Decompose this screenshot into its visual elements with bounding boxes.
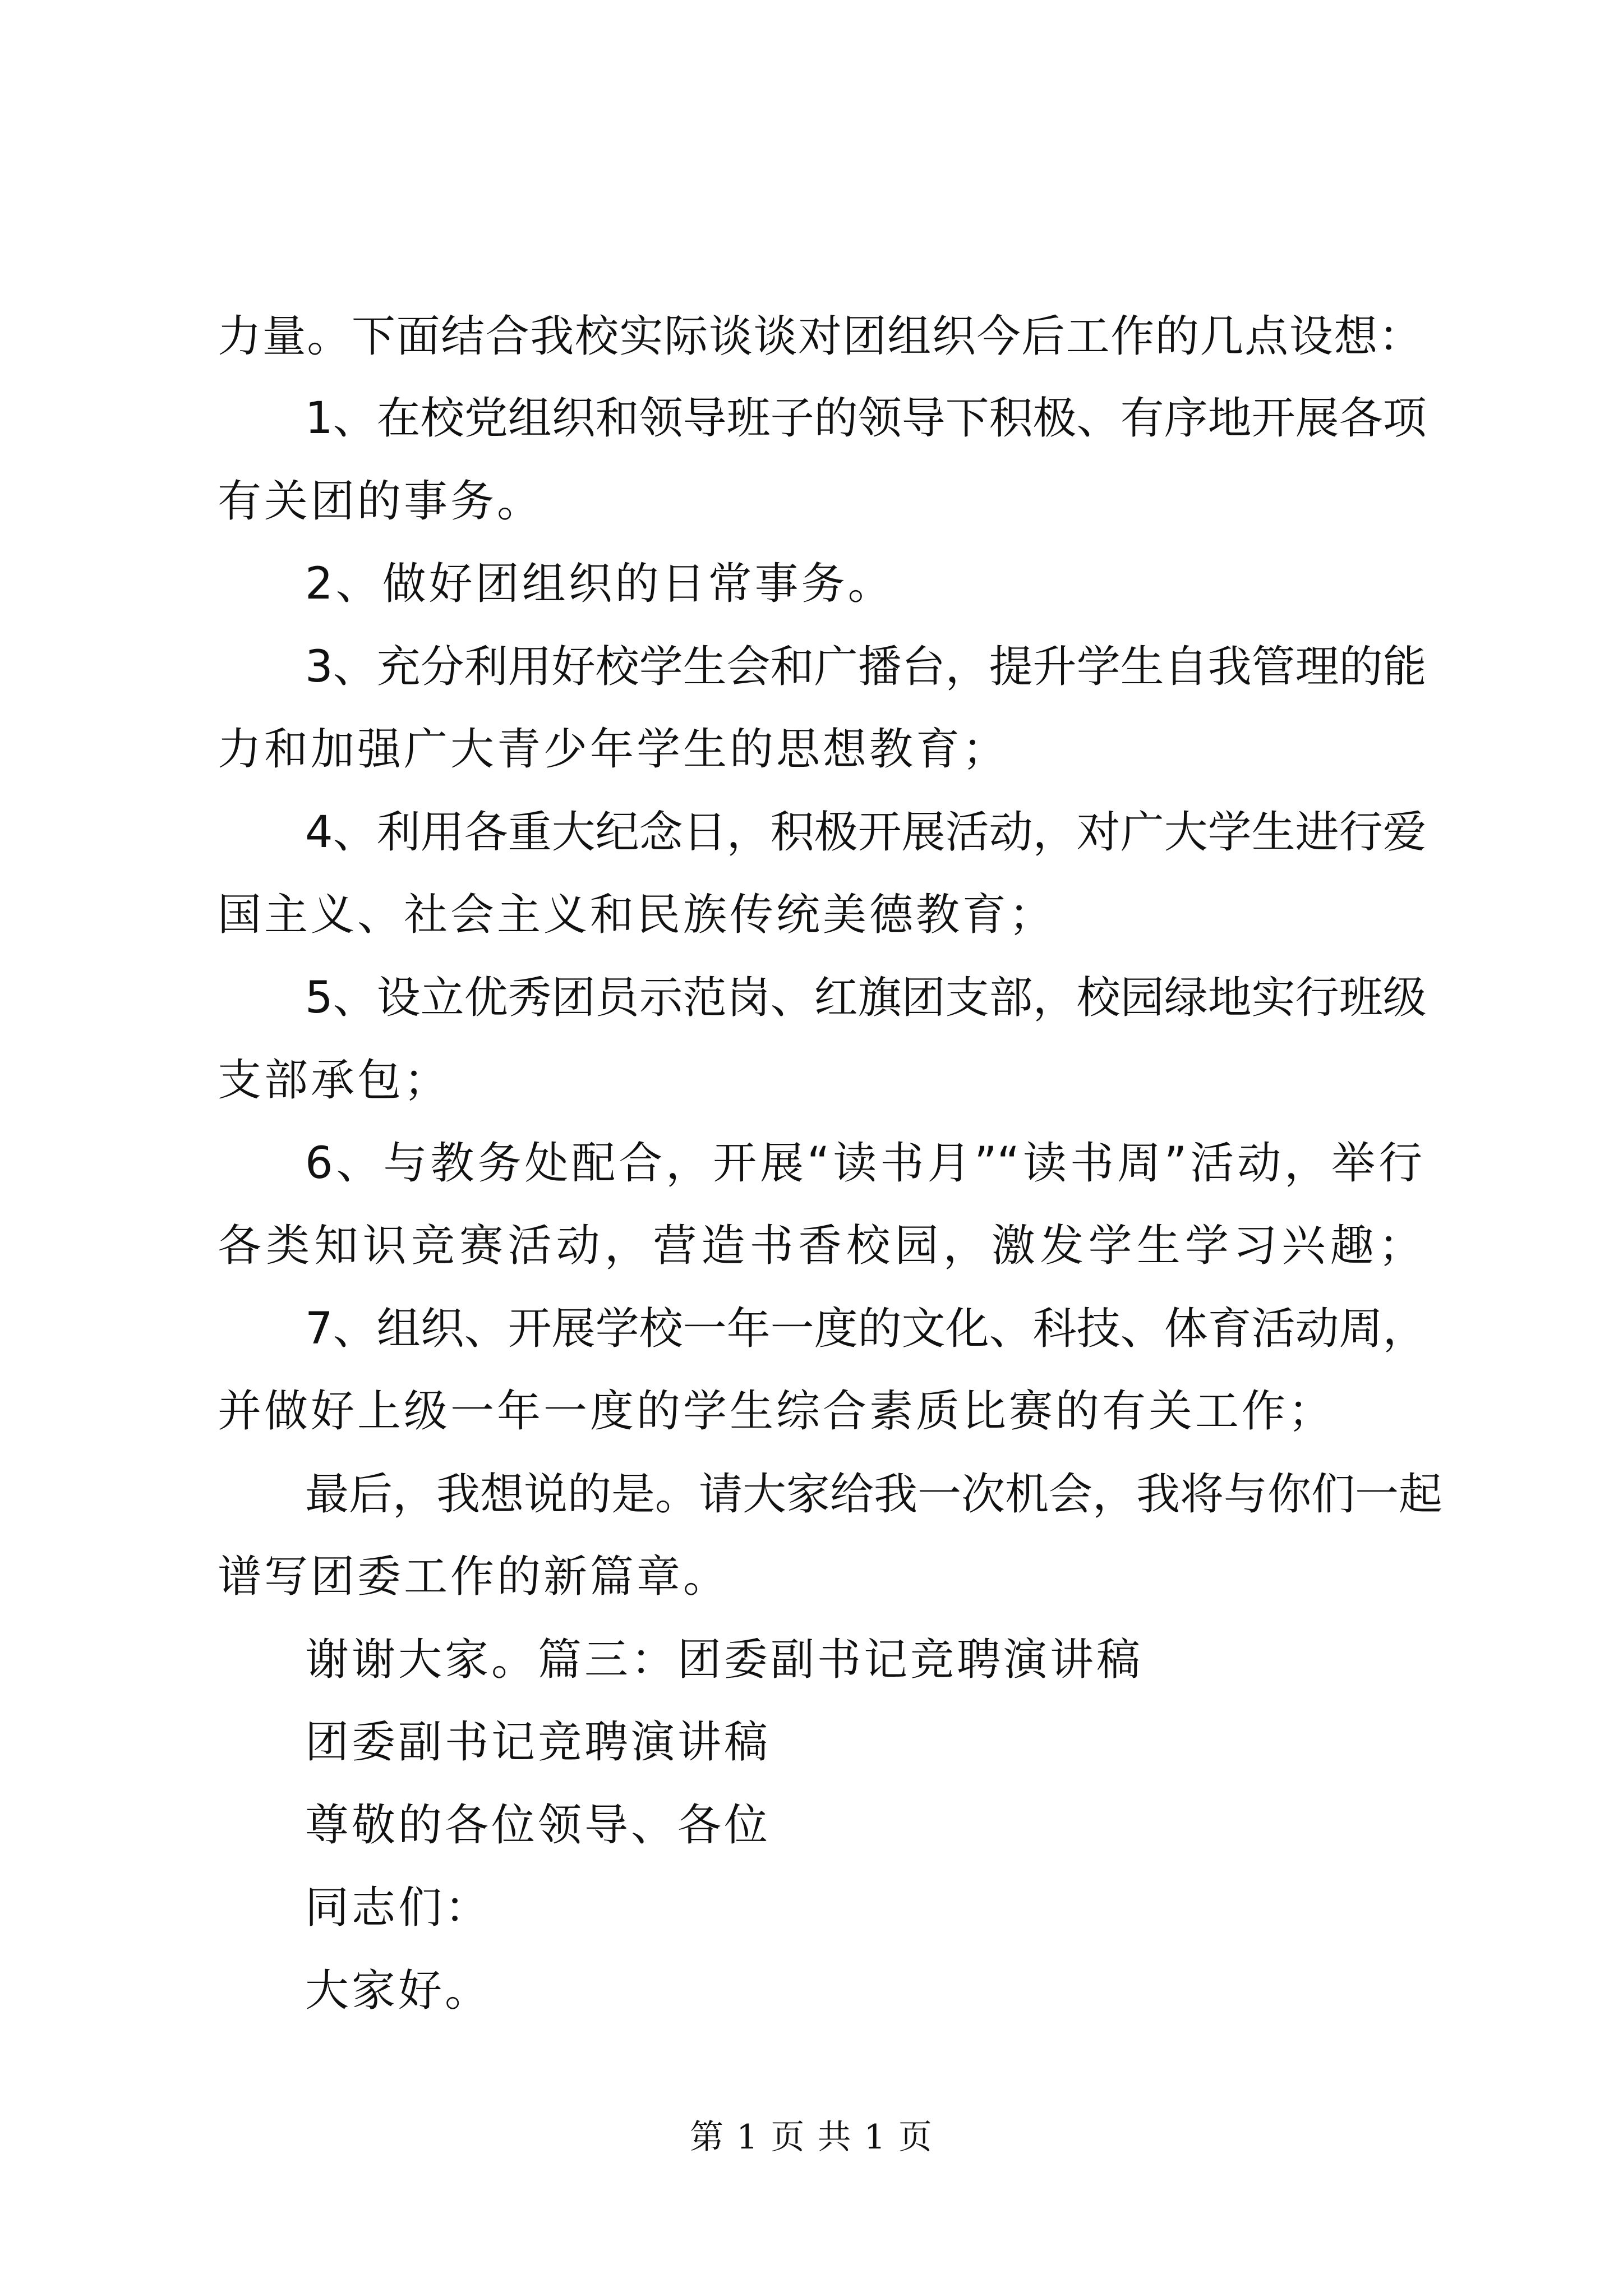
text-line-17: 谢谢大家。篇三：团委副书记竞聘演讲稿	[305, 1635, 1144, 1685]
text-line-3: 有关团的事务。	[218, 476, 544, 527]
text-line-14: 并做好上级一年一度的学生综合素质比赛的有关工作；	[218, 1386, 1335, 1437]
text-line-18: 团委副书记竞聘演讲稿	[305, 1717, 771, 1768]
text-line-1: 力量。下面结合我校实际谈谈对团组织今后工作的几点设想：	[218, 311, 1422, 362]
text-line-6: 力和加强广大青少年学生的思想教育；	[218, 724, 1009, 775]
text-line-4: 2、做好团组织的日常事务。	[305, 559, 895, 609]
text-line-15: 最后，我想说的是。请大家给我一次机会，我将与你们一起	[305, 1469, 1443, 1520]
text-line-16: 谱写团委工作的新篇章。	[218, 1552, 730, 1602]
text-line-13: 7、组织、开展学校一年一度的文化、科技、体育活动周，	[305, 1304, 1427, 1354]
text-line-9: 5、设立优秀团员示范岗、红旗团支部，校园绿地实行班级	[305, 973, 1427, 1023]
text-line-7: 4、利用各重大纪念日，积极开展活动，对广大学生进行爱	[305, 807, 1427, 858]
text-line-21: 大家好。	[305, 1966, 492, 2016]
text-line-2: 1、在校党组织和领导班子的领导下积极、有序地开展各项	[305, 393, 1427, 444]
text-line-12: 各类知识竞赛活动，营造书香校园，激发学生学习兴趣；	[218, 1221, 1422, 1271]
text-line-11: 6、与教务处配合，开展“读书月”“读书周”活动，举行	[305, 1138, 1422, 1189]
text-line-20: 同志们：	[305, 1883, 492, 1933]
text-line-8: 国主义、社会主义和民族传统美德教育；	[218, 890, 1056, 940]
text-line-19: 尊敬的各位领导、各位	[305, 1800, 771, 1851]
page-footer: 第 1 页 共 1 页	[690, 2118, 933, 2157]
text-line-10: 支部承包；	[218, 1055, 451, 1106]
text-line-5: 3、充分利用好校学生会和广播台，提升学生自我管理的能	[305, 642, 1427, 692]
